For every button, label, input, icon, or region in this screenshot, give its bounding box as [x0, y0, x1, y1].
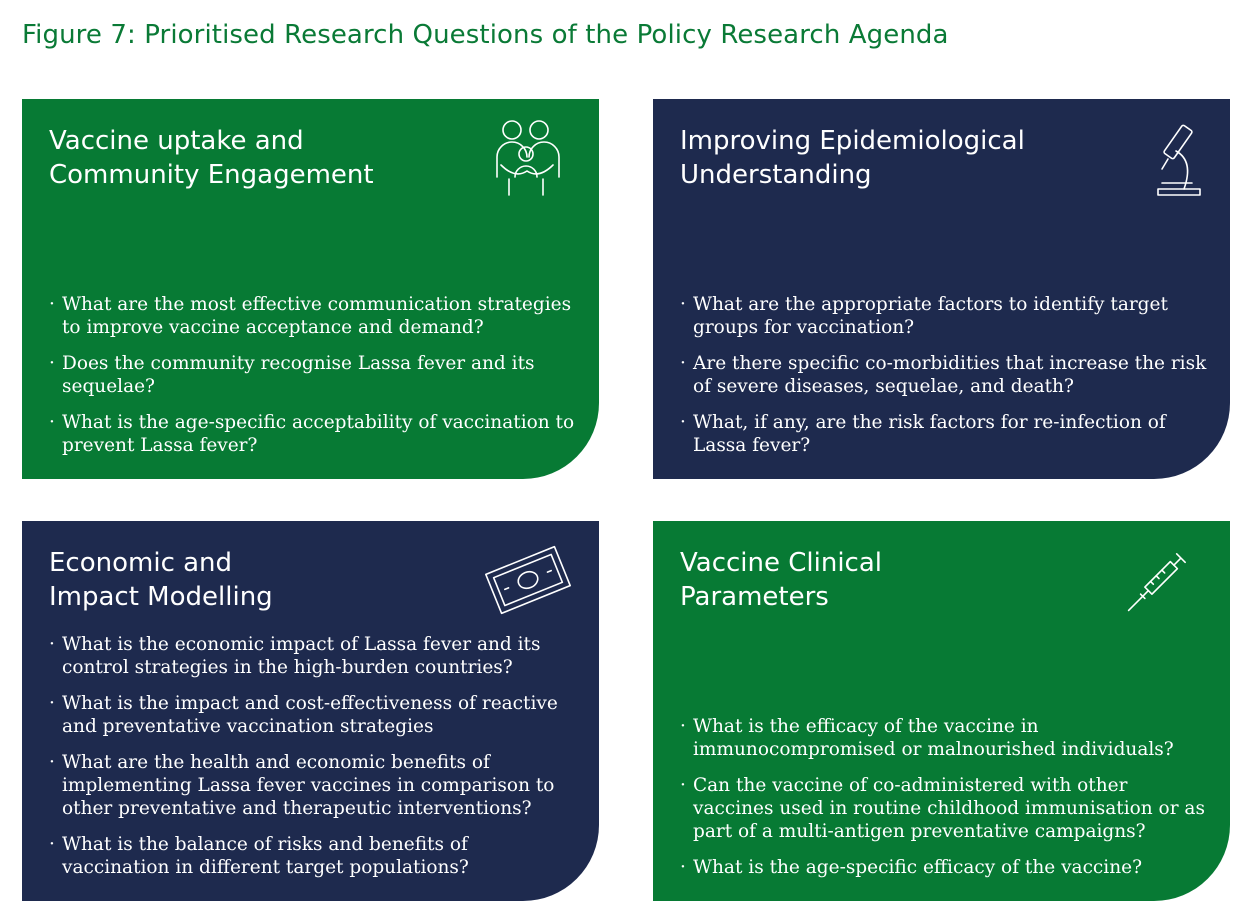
- question-item: · Are there specific co-morbidities that increase the risk of severe diseases, sequelae, and death?: [680, 352, 1210, 398]
- question-item: · What is the economic impact of Lassa fever and its control strategies in the high-burden countries?: [49, 633, 579, 679]
- card-title: Economic and Impact Modelling: [49, 548, 273, 612]
- card-title: Improving Epidemiological Understanding: [680, 126, 1025, 190]
- card-economic-modelling: [22, 521, 599, 901]
- question-list: [680, 293, 1210, 457]
- figure-title: Figure 7: Prioritised Research Questions of the Policy Research Agenda: [22, 20, 949, 50]
- card-clinical-parameters: [653, 521, 1230, 901]
- question-item: · What is the age-specific acceptability of vaccination to prevent Lassa fever?: [49, 411, 579, 457]
- question-item: · What are the appropriate factors to identify target groups for vaccination?: [680, 293, 1210, 339]
- card-title: Vaccine uptake and Community Engagement: [49, 126, 374, 190]
- question-item: · Does the community recognise Lassa fever and its sequelae?: [49, 352, 579, 398]
- question-item: · What is the balance of risks and benefits of vaccination in different target populations?: [49, 833, 579, 879]
- question-item: · What is the impact and cost-effectiveness of reactive and preventative vaccination strategies: [49, 692, 579, 738]
- question-list: [49, 293, 579, 457]
- family-icon: [483, 117, 573, 199]
- question-item: · What are the health and economic benefits of implementing Lassa fever vaccines in comparison to other preventative and therapeutic interventions?: [49, 751, 579, 820]
- card-title: Vaccine Clinical Parameters: [680, 548, 883, 612]
- syringe-icon: [1114, 539, 1204, 621]
- banknote-icon: [483, 539, 573, 621]
- question-item: · What are the most effective communication strategies to improve vaccine acceptance and demand?: [49, 293, 579, 339]
- question-item: · What, if any, are the risk factors for re-infection of Lassa fever?: [680, 411, 1210, 457]
- card-vaccine-uptake: [22, 99, 599, 479]
- question-item: · What is the age-specific efficacy of the vaccine?: [680, 856, 1210, 879]
- card-epidemiological: [653, 99, 1230, 479]
- question-list: [680, 715, 1210, 879]
- question-item: · Can the vaccine of co-administered with other vaccines used in routine childhood immunisation or as part of a multi-antigen preventative campaigns?: [680, 774, 1210, 843]
- question-list: [49, 633, 579, 879]
- microscope-icon: [1114, 117, 1204, 199]
- question-item: · What is the efficacy of the vaccine in immunocompromised or malnourished individuals?: [680, 715, 1210, 761]
